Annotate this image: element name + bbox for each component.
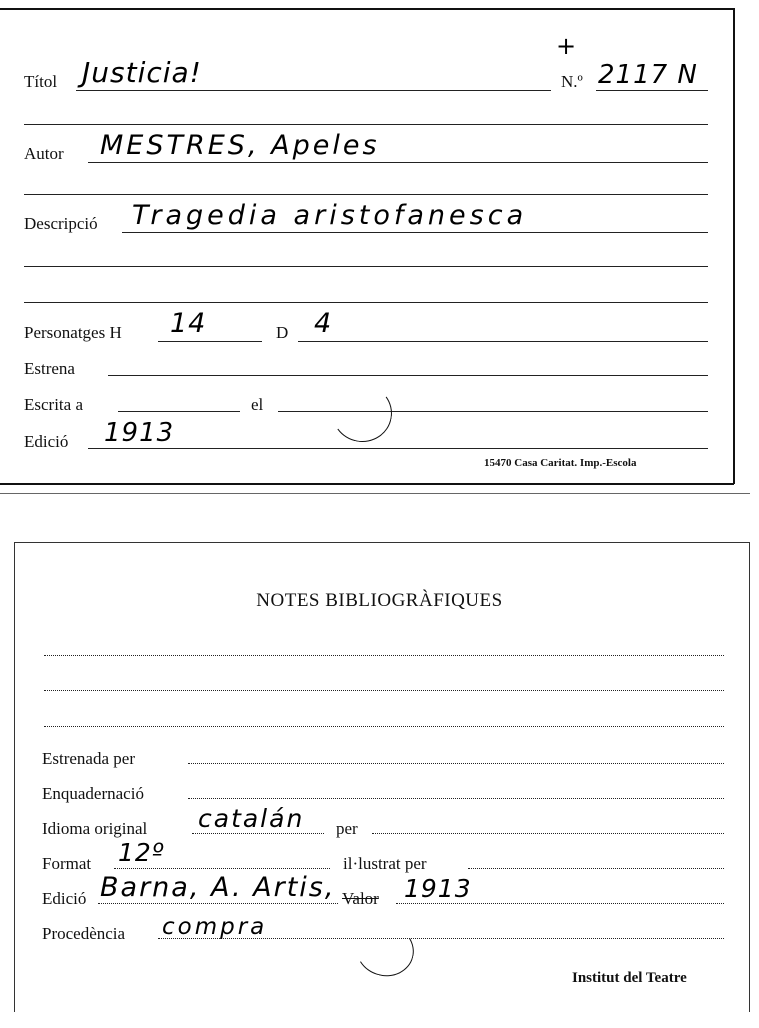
stamp-mark (327, 379, 396, 447)
format-line (114, 868, 330, 869)
idioma-value: catalán (198, 804, 305, 833)
valor-value: 1913 (404, 874, 472, 903)
edicio-label: Edició (24, 432, 69, 451)
descripcio-value: Tragedia aristofanesca (132, 200, 528, 231)
estrena-label: Estrena (24, 359, 75, 378)
idioma-line (192, 833, 324, 834)
blank-line (24, 302, 708, 303)
personatges-label: Personatges H (24, 323, 122, 342)
titol-label: Títol (24, 72, 58, 91)
personatges-h-line (158, 341, 262, 342)
procedencia-value: compra (162, 914, 268, 940)
card-bottom-border (0, 483, 734, 485)
enquadernacio-label: Enquadernació (42, 784, 144, 803)
procedencia-label: Procedència (42, 924, 126, 943)
card-right-border (749, 542, 750, 1012)
personatges-d-value: 4 (314, 308, 333, 339)
el-label: el (251, 395, 264, 414)
escrita-label: Escrita a (24, 395, 83, 414)
edicio-line (98, 903, 338, 904)
personatges-d-label: D (276, 323, 289, 342)
blank-line (44, 690, 724, 691)
descripcio-label: Descripció (24, 214, 98, 233)
edicio-value: Barna, A. Artis, (100, 872, 336, 903)
num-line (596, 90, 708, 91)
printer-imprint: 15470 Casa Caritat. Imp.-Escola (484, 457, 637, 469)
autor-line (88, 162, 708, 163)
card-right-border (733, 8, 735, 484)
num-label: N.º (561, 72, 583, 91)
illustrat-label: il·lustrat per (343, 854, 427, 873)
num-value: 2117 N (598, 60, 698, 90)
card-top-border (14, 542, 750, 543)
card-left-border (14, 542, 15, 1012)
edicio-label: Edició (42, 889, 87, 908)
format-label: Format (42, 854, 92, 873)
personatges-d-line (298, 341, 708, 342)
blank-line (24, 124, 708, 125)
personatges-h-value: 14 (170, 308, 207, 339)
card-top-border (0, 8, 734, 10)
institut-imprint: Institut del Teatre (572, 970, 687, 986)
escrita-line (118, 411, 240, 412)
enquadernacio-line (188, 798, 724, 799)
autor-label: Autor (24, 144, 64, 163)
idioma-label: Idioma original (42, 819, 148, 838)
titol-value: Justicia! (82, 56, 202, 89)
blank-line (44, 655, 724, 656)
blank-line (44, 726, 724, 727)
blank-line (24, 194, 708, 195)
notes-heading: NOTES BIBLIOGRÀFIQUES (256, 590, 503, 611)
catalog-card-back (0, 530, 759, 1028)
estrenada-label: Estrenada per (42, 749, 135, 768)
stamp-mark (350, 917, 419, 982)
per-line (372, 833, 724, 834)
cross-mark: + (556, 32, 578, 60)
autor-value: MESTRES, Apeles (100, 130, 380, 161)
valor-line (396, 903, 724, 904)
edicio-line (88, 448, 708, 449)
illustrat-line (468, 868, 724, 869)
titol-line (76, 90, 551, 91)
blank-line (24, 266, 708, 267)
catalog-card-front (0, 0, 759, 495)
edicio-value: 1913 (104, 418, 175, 448)
descripcio-line (122, 232, 708, 233)
format-value: 12º (118, 838, 165, 867)
estrena-line (108, 375, 708, 376)
page-divider (0, 493, 750, 494)
valor-label: Valor (342, 889, 379, 908)
per-label: per (336, 819, 358, 838)
estrenada-line (188, 763, 724, 764)
